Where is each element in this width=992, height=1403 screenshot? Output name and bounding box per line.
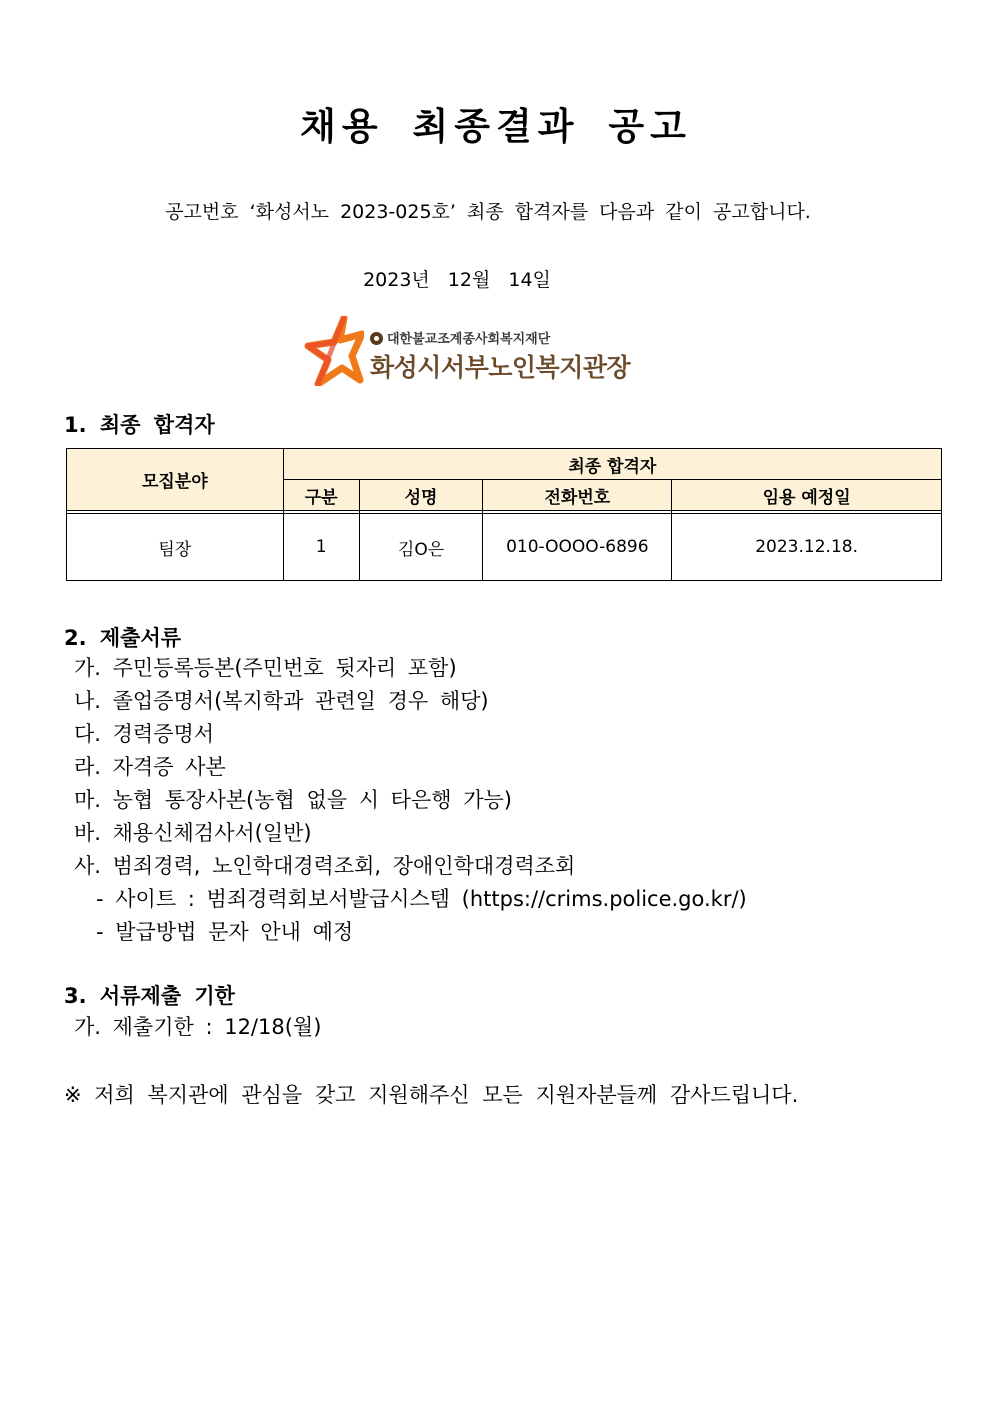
table-row — [67, 514, 942, 581]
center-name: 화성시서부노인복지관장 — [370, 353, 631, 382]
star-logo-mark-icon — [304, 316, 364, 386]
list-subitem: - 발급방법 문자 안내 예정 — [96, 920, 354, 944]
documents-list — [74, 652, 747, 949]
announcement-intro: 공고번호 ‘화성서노 2023-025호’ 최종 합격자를 다음과 같이 공고합니다. — [165, 201, 811, 223]
list-subitem: - 사이트 : 범죄경력회보서발급시스템 (https://crims.police.go.kr/) — [96, 887, 747, 911]
final-results-table — [66, 448, 942, 581]
section-2-heading: 2. 제출서류 — [64, 626, 182, 650]
cell-field: 팀장 — [67, 514, 284, 581]
announcement-date: 2023년 12월 14일 — [363, 269, 551, 291]
list-item: 라. 자격증 사본 — [74, 755, 226, 779]
section-3-heading: 3. 서류제출 기한 — [64, 984, 235, 1008]
header-field: 모집분야 — [67, 449, 284, 511]
cell-phone: 010-OOOO-6896 — [483, 514, 672, 581]
section-1-heading: 1. 최종 합격자 — [64, 413, 215, 437]
list-item: 바. 채용신체검사서(일반) — [74, 821, 312, 845]
cell-no: 1 — [283, 514, 359, 581]
header-start-date: 임용 예정일 — [672, 480, 942, 511]
dharma-wheel-icon — [370, 332, 383, 345]
header-name: 성명 — [359, 480, 483, 511]
header-final-group: 최종 합격자 — [283, 449, 941, 480]
page-title: 채용 최종결과 공고 — [300, 105, 692, 148]
header-phone: 전화번호 — [483, 480, 672, 511]
cell-name: 김O은 — [359, 514, 483, 581]
list-item: 사. 범죄경력, 노인학대경력조회, 장애인학대경력조회 — [74, 854, 576, 878]
closing-note: ※ 저희 복지관에 관심을 갖고 지원해주신 모든 지원자분들께 감사드립니다. — [64, 1083, 799, 1107]
list-item: 나. 졸업증명서(복지학과 관련일 경우 해당) — [74, 689, 489, 713]
list-item: 마. 농협 통장사본(농협 없을 시 타은행 가능) — [74, 788, 512, 812]
deadline-list — [74, 1011, 321, 1044]
foundation-name — [370, 328, 550, 347]
cell-start-date: 2023.12.18. — [672, 514, 942, 581]
list-item: 다. 경력증명서 — [74, 722, 215, 746]
list-item: 가. 제출기한 : 12/18(월) — [74, 1015, 322, 1039]
list-item: 가. 주민등록등본(주민번호 뒷자리 포함) — [74, 656, 457, 680]
header-no: 구분 — [283, 480, 359, 511]
foundation-name-text: 대한불교조계종사회복지재단 — [387, 332, 551, 347]
organization-logo — [304, 316, 634, 388]
